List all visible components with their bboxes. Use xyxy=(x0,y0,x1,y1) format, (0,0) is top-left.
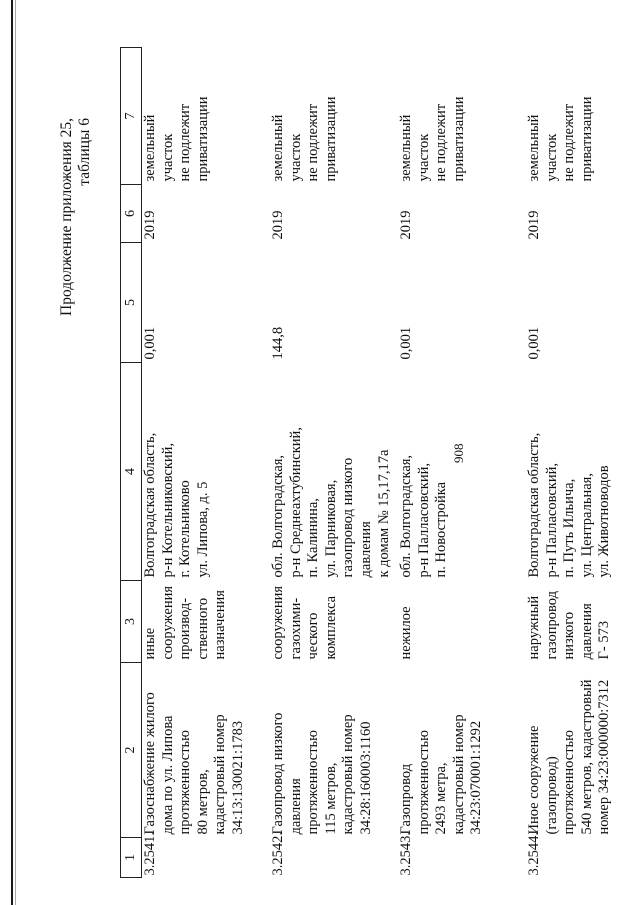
object-name: Газопровод протяженностью 2493 метра, кадастровый номер 34:23:070001:1292 xyxy=(398,714,485,835)
header-col-2: 2 xyxy=(121,663,142,838)
row-number: 3.2541. xyxy=(142,832,158,876)
table-row xyxy=(142,48,271,878)
object-name: Газоснабжение жилого дома по ул. Липова протяженностью 80 метров, кадастровый номер 34:13:130021:1783 xyxy=(142,692,246,835)
object-value: 0,001 xyxy=(398,326,414,360)
header-col-1: 1 xyxy=(121,838,142,878)
object-year: 2019 xyxy=(270,210,286,240)
row-number: 3.2542. xyxy=(270,832,286,876)
header-col-7: 7 xyxy=(121,48,142,185)
header-col-5: 5 xyxy=(121,243,142,363)
header-col-4: 4 xyxy=(121,363,142,581)
object-value: 0,001 xyxy=(142,326,158,360)
object-name: Иное сооружение (газопровод) протяженностью 540 метров, кадастровый номер 34:23:000000:7312 xyxy=(526,679,613,835)
object-note: земельный участок не подлежит приватизации xyxy=(398,96,467,182)
header-col-6: 6 xyxy=(121,185,142,243)
object-address: Волгоградская область, р-н Палласовский, п. Путь Ильича, ул. Центральная, ул. Животноводов xyxy=(526,432,613,578)
object-value: 0,001 xyxy=(526,326,542,360)
object-name: Газопровод низкого давления протяженностью 115 метров, кадастровый номер 34:28:160003:1160 xyxy=(270,712,374,835)
header-col-3: 3 xyxy=(121,581,142,663)
object-type: наружный газопровод низкого давления Г- 573 xyxy=(526,591,613,660)
row-number: 3.2544. xyxy=(526,832,542,876)
row-number: 3.2543. xyxy=(398,832,414,876)
object-note: земельный участок не подлежит приватизации xyxy=(526,96,595,182)
object-note: земельный участок не подлежит приватизации xyxy=(270,96,339,182)
object-year: 2019 xyxy=(398,210,414,240)
header-row xyxy=(121,48,142,878)
object-value: 144,8 xyxy=(270,326,286,360)
object-type: иные сооружения производ- ственного назначения xyxy=(142,585,229,660)
object-address: Волгоградская область, р-н Котельниковский, г. Котельниково ул. Липова, д. 5 xyxy=(142,432,211,578)
object-type: нежилое xyxy=(398,606,414,660)
object-type: сооружения газохими- ческого комплекса xyxy=(270,585,339,660)
property-table xyxy=(120,47,640,878)
table-row xyxy=(270,48,398,878)
table-row xyxy=(526,48,640,878)
object-year: 2019 xyxy=(142,210,158,240)
object-address: обл. Волгоградская, р-н Среднеахтубинский, п. Калинина, ул. Парниковая, газопровод низкого давления к домам № 15,17,17а xyxy=(270,427,392,578)
object-address: обл. Волгоградская, р-н Палласовский, п. Новостройка xyxy=(398,454,450,578)
table-caption: Продолжение приложения 25, таблицы 6 xyxy=(58,118,93,316)
object-note: земельный участок не подлежит приватизации xyxy=(142,96,211,182)
object-year: 2019 xyxy=(526,210,542,240)
rotated-content xyxy=(58,48,613,878)
page-number: 908 xyxy=(451,443,466,463)
